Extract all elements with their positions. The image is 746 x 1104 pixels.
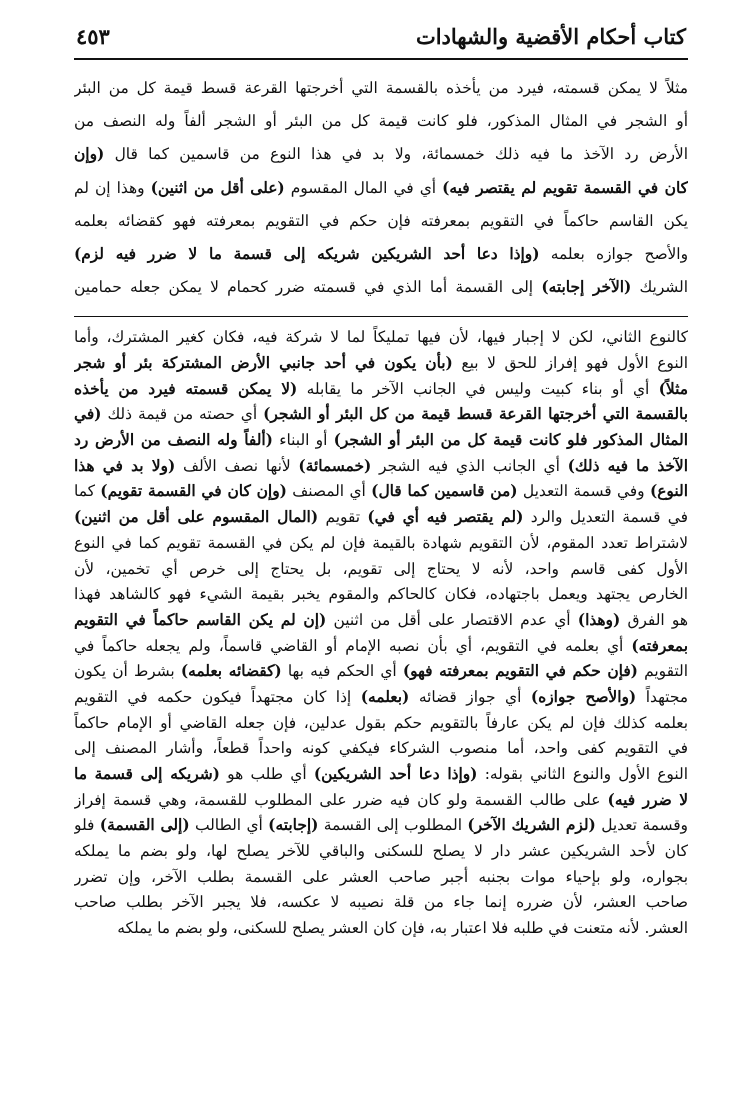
text-run: أو الشجر في المثال المذكور، فلو كانت قيمة كل من البئر أو الشجر ألفاً وله النصف من: [74, 112, 688, 131]
text-run: النوع الأول والنوع الثاني بقوله:: [477, 765, 688, 783]
commentary-line: [74, 608, 688, 634]
text-run: أي الحكم فيه بها: [281, 662, 403, 681]
quoted-matn-phrase: المثال المذكور فلو كانت قيمة كل من البئر أو الشجر): [333, 431, 688, 450]
quoted-matn-phrase: (وإذا دعا أحد الشريكين): [313, 765, 478, 783]
matn-line: [74, 172, 688, 205]
commentary-line: [74, 839, 688, 865]
quoted-matn-phrase: (لم يقتصر فيه أي في): [367, 508, 524, 527]
text-run: والأصح جوازه بعلمه: [539, 244, 688, 263]
page-number: ٤٥٣: [76, 24, 110, 49]
text-run: لأنها نصف الألف: [175, 456, 299, 475]
text-run: الخارص يجتهد ويعمل باجتهاده، فكان كالحاكم والمقوم يخبر بقيمة الشيء فهو كالشاهد فهذا: [74, 585, 688, 604]
text-run: أي الطالب: [189, 816, 269, 835]
text-run: بجواره، ولو بإحياء موات بجنبه أجبر صاحب العشر على القسمة بطلب الآخر، وإن تضرر: [74, 867, 688, 886]
text-run: وفي قسمة التعديل: [517, 482, 650, 501]
text-run: أي جواز قضائه: [409, 687, 531, 706]
matn-line: [74, 105, 688, 138]
text-run: أي المصنف: [286, 482, 372, 501]
text-run: الأرض رد الآخذ ما فيه ذلك خمسمائة، ولا بد في هذا النوع من قاسمين كما قال: [104, 145, 688, 164]
commentary-line: [74, 582, 688, 608]
text-run: في قسمة التعديل والرد: [523, 508, 688, 527]
text-run: أو البناء: [272, 431, 334, 450]
quoted-matn-phrase: (إجابته): [268, 816, 319, 835]
text-run: وهذا إن لم: [74, 178, 151, 197]
text-run: أي أو بناء كبيت وليس في الجانب الآخر ما يقابله: [297, 379, 659, 398]
quoted-matn-phrase: (وإذا دعا أحد الشريكين شريكه إلى قسمة ما لا ضرر فيه لزم): [74, 244, 540, 263]
commentary-line: [74, 762, 688, 788]
quoted-matn-phrase: بمعرفته): [631, 636, 688, 655]
text-run: الشريك: [631, 278, 688, 297]
quoted-matn-phrase: الآخذ ما فيه ذلك): [567, 456, 688, 475]
quoted-matn-phrase: (وإن كان في القسمة تقويم): [100, 482, 287, 501]
text-run: لاشتراط تعدد المقوم، لأن التقويم شهادة بالقيمة فإن لم يكن في القسمة تقويم كما في النوع: [74, 533, 688, 552]
text-run: في التقويم كفى واحد، أما منصوب الشركاء فيكفي كونه واحداً قطعاً، وأشار المصنف إلى: [74, 739, 688, 758]
text-run: صاحب العشر، لأن ضرره إنما جاء من قلة نصيبه لا عكسه، فلا يجبر الآخر بطلب صاحب: [74, 893, 688, 912]
commentary-line: [74, 813, 688, 839]
commentary-line: [74, 351, 688, 377]
commentary-line: [74, 634, 688, 660]
matn-line: [74, 238, 688, 271]
page-header: [74, 20, 688, 54]
footnote-separator: [74, 316, 688, 317]
commentary-line: [74, 711, 688, 737]
quoted-matn-phrase: (وإن: [74, 145, 105, 164]
text-run: مجتهداً: [636, 687, 688, 706]
commentary-line: [74, 428, 688, 454]
matn-line: [74, 72, 688, 105]
quoted-matn-phrase: (على أقل من اثنين): [150, 178, 285, 197]
quoted-matn-phrase: (فإن حكم في التقويم بمعرفته فهو): [402, 662, 638, 681]
commentary-line: [74, 377, 688, 403]
quoted-matn-phrase: (لا يمكن قسمته فيرد من يأخذه: [74, 379, 298, 398]
quoted-matn-phrase: بالقسمة التي أخرجتها القرعة قسط قيمة من كل البئر أو الشجر): [263, 405, 688, 424]
commentary-line: [74, 531, 688, 557]
text-run: الأول كفى قاسم واحد، لأنه لا يحتاج إلى تقويم، بل يحتاج إلى خرص أي تخمين، لأن: [74, 559, 688, 578]
header-rule: [74, 58, 688, 60]
text-run: مثلاً لا يمكن قسمته، فيرد من يأخذه بالقسمة التي أخرجتها القرعة قسط قيمة كل من البئر: [74, 79, 688, 97]
matn-text: [74, 72, 688, 304]
commentary-line: [74, 890, 688, 916]
commentary-line: [74, 325, 688, 351]
commentary-line: [74, 685, 688, 711]
quoted-matn-phrase: (بأن يكون في أحد جانبي الأرض المشتركة بئر أو شجر: [74, 354, 453, 372]
quoted-matn-phrase: (كقضائه بعلمه): [180, 662, 282, 681]
quoted-matn-phrase: (شريكه إلى قسمة ما: [74, 765, 220, 783]
quoted-matn-phrase: (خمسمائة): [298, 456, 372, 475]
text-run: على طالب القسمة ولو كان فيه ضرر على المطلوب للقسمة، وهي قسمة إفراز: [74, 790, 608, 809]
text-run: وقسمة تعديل: [595, 816, 688, 835]
matn-line: [74, 271, 688, 304]
text-run: أي في المال المقسوم: [284, 178, 443, 197]
text-run: هو الفرق: [620, 610, 688, 629]
commentary-line: [74, 865, 688, 891]
quoted-matn-phrase: (الآخر إجابته): [541, 278, 632, 297]
text-run: النوع الأول فهو إفراز للحق لا بيع: [452, 354, 688, 372]
commentary-line: [74, 736, 688, 762]
commentary-line: [74, 454, 688, 480]
text-run: كان لأحد الشريكين عشر دار لا يصلح للسكنى والباقي للآخر يصلح لها، ولو بضم ما يملكه: [74, 842, 688, 861]
quoted-matn-phrase: (لزم الشريك الآخر): [467, 816, 596, 835]
quoted-matn-phrase: لا ضرر فيه): [607, 790, 688, 809]
text-run: أي طلب هو: [219, 765, 314, 783]
quoted-matn-phrase: (من قاسمين كما قال): [371, 482, 518, 501]
commentary-text: [74, 325, 688, 942]
quoted-matn-phrase: (ألفاً وله النصف من الأرض رد: [74, 431, 273, 450]
text-run: أي بعلمه في التقويم، أي بأن نصبه الإمام أو القاضي قاسماً، ولم يجعله حاكماً في: [74, 636, 632, 655]
quoted-matn-phrase: كان في القسمة تقويم لم يقتصر فيه): [442, 178, 688, 197]
quoted-matn-phrase: النوع): [649, 482, 688, 501]
running-title: كتاب أحكام الأقضية والشهادات: [415, 24, 686, 49]
matn-line: [74, 138, 688, 171]
commentary-line: [74, 557, 688, 583]
text-run: إلى القسمة أما الذي في قسمته ضرر كحمام لا يمكن جعله حمامين: [74, 278, 542, 297]
quoted-matn-phrase: (في: [74, 405, 102, 424]
text-run: أي الجانب الذي فيه الشجر: [371, 456, 568, 475]
quoted-matn-phrase: (والأصح جوازه): [530, 687, 637, 706]
text-run: أي حصته من قيمة ذلك: [101, 405, 264, 424]
quoted-matn-phrase: (ولا بد في هذا: [74, 456, 176, 475]
text-run: أي عدم الاقتصار على أقل من اثنين: [326, 610, 578, 629]
text-run: يكن القاسم حاكماً في التقويم بمعرفته فإن حكم في التقويم بمعرفته فهو كقضائه بعلمه: [74, 211, 688, 230]
quoted-matn-phrase: (إن لم يكن القاسم حاكماً في التقويم: [74, 610, 327, 629]
commentary-line: [74, 505, 688, 531]
text-run: المطلوب إلى القسمة: [318, 816, 468, 835]
text-run: تقويم: [318, 508, 368, 527]
commentary-line: [74, 479, 688, 505]
text-run: العشر. لأنه متعنت في طلبه فلا اعتبار به، فإن كان العشر يصلح للسكنى، ولو بضم ما يملكه: [117, 919, 688, 938]
quoted-matn-phrase: (بعلمه): [360, 687, 410, 706]
matn-line: [74, 205, 688, 238]
text-run: بشرط أن يكون: [74, 662, 181, 681]
text-run: كما: [74, 482, 101, 501]
quoted-matn-phrase: (وهذا): [577, 610, 621, 629]
text-run: فلو: [74, 816, 100, 835]
text-run: إذا كان مجتهداً فيكون حكمه في التقويم: [74, 687, 361, 706]
text-run: بعلمه كذلك فإن لم يكن عارفاً بالتقويم حكم بقول عدلين، فإن جعله القاضي أو الإمام حاكماً: [74, 713, 688, 732]
quoted-matn-phrase: (إلى القسمة): [99, 816, 190, 835]
quoted-matn-phrase: (المال المقسوم على أقل من اثنين): [74, 508, 319, 527]
quoted-matn-phrase: مثلاً): [658, 379, 688, 398]
text-run: التقويم: [637, 662, 688, 681]
commentary-line: [74, 916, 688, 942]
text-run: كالنوع الثاني، لكن لا إجبار فيها، لأن فيها تمليكاً لما لا شركة فيه، فكان كغير المشترك، وأما: [74, 328, 688, 347]
commentary-line: [74, 659, 688, 685]
commentary-line: [74, 788, 688, 814]
commentary-line: [74, 402, 688, 428]
book-page: [74, 20, 688, 1090]
